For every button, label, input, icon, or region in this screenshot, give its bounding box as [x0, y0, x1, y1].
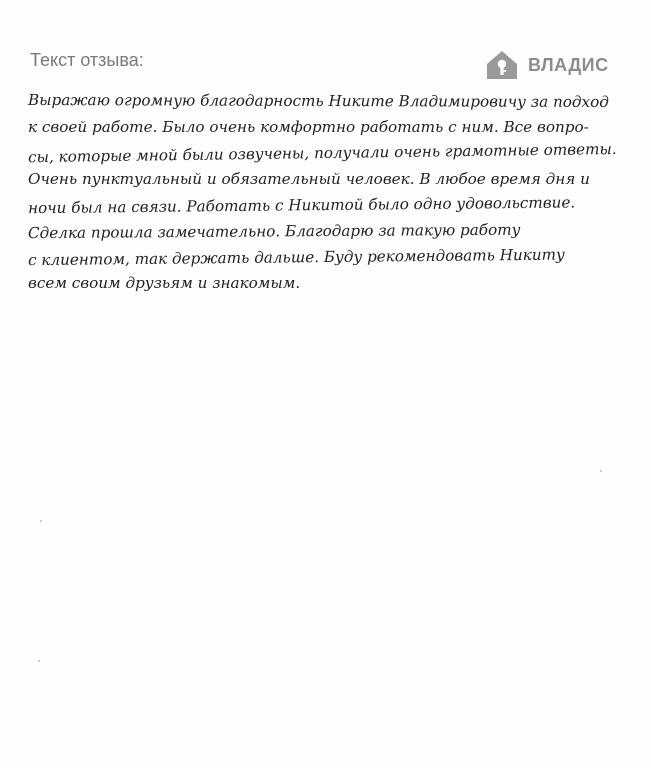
- scan-speck: [38, 660, 40, 662]
- review-line: Выражаю огромную благодарность Никите Владимировичу за подход: [27, 90, 609, 111]
- company-logo: [486, 48, 609, 82]
- review-line: Очень пунктуальный и обязательный человек. В любое время дня и: [28, 170, 590, 188]
- handwritten-review: [28, 88, 628, 296]
- review-line: ночи был на связи. Работать с Никитой было одно удовольствие.: [27, 193, 576, 218]
- logo-text: ВЛАДИС: [528, 54, 609, 75]
- house-key-logo-icon: [486, 49, 518, 81]
- review-line: всем своим друзьям и знакомым.: [28, 274, 301, 292]
- review-line: с клиентом, так держать дальше. Буду рекомендовать Никиту: [27, 245, 565, 270]
- review-line: к своей работе. Было очень комфортно работать с ним. Все вопро-: [28, 118, 589, 136]
- scan-speck: [40, 520, 42, 522]
- scan-speck: [600, 470, 602, 472]
- review-heading: Текст отзыва:: [30, 50, 144, 70]
- review-line: Сделка прошла замечательно. Благодарю за такую работу: [27, 220, 521, 243]
- review-line: сы, которые мной были озвучены, получали очень грамотные ответы.: [27, 139, 617, 167]
